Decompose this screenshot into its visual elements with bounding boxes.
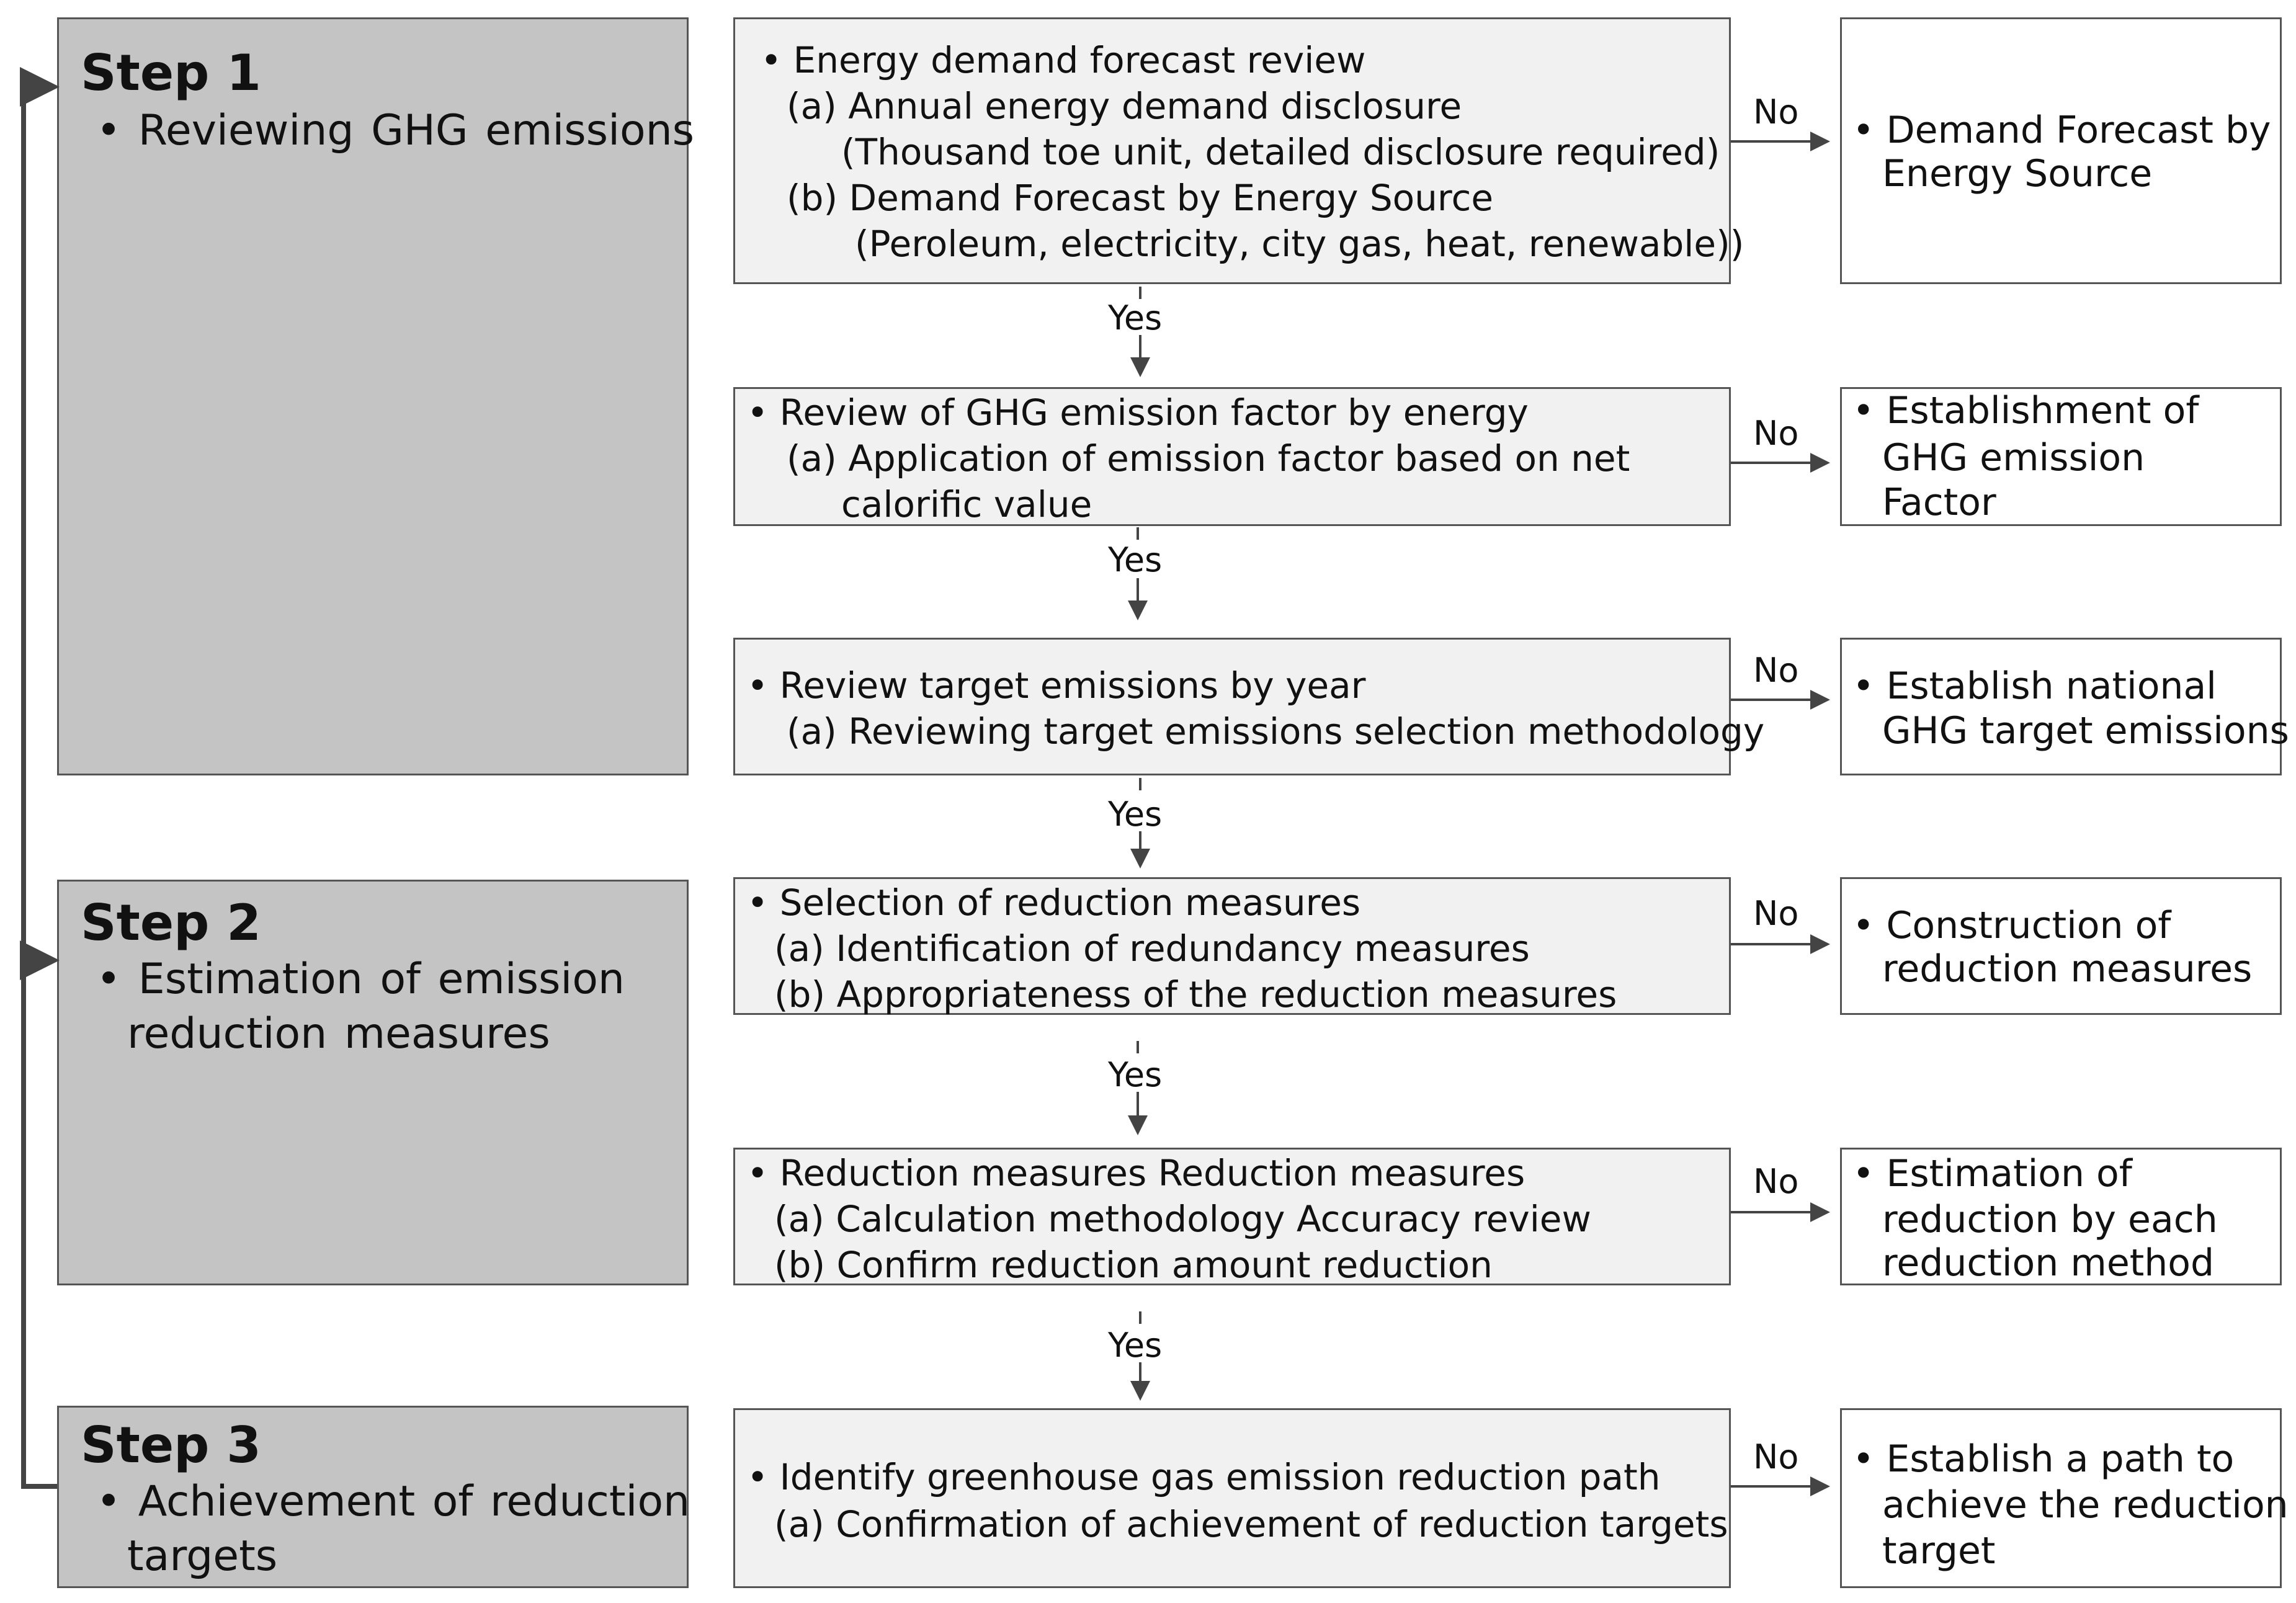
middle-5-line-1: • Reduction measures Reduction measures bbox=[747, 1152, 1525, 1194]
result-2-line-2: GHG emission bbox=[1882, 436, 2145, 480]
step-2-desc-line-1: • Estimation of emission bbox=[96, 955, 625, 1004]
middle-1-line-1: • Energy demand forecast review bbox=[761, 39, 1366, 81]
middle-1-line-2: (a) Annual energy demand disclosure bbox=[787, 85, 1462, 127]
middle-3-line-1: • Review target emissions by year bbox=[747, 664, 1366, 707]
result-4-line-2: reduction measures bbox=[1882, 947, 2253, 991]
middle-6-line-2: (a) Confirmation of achievement of reduction targets bbox=[774, 1503, 1728, 1545]
step-1-desc: • Reviewing GHG emissions bbox=[96, 106, 695, 155]
no-arrows bbox=[1731, 141, 1828, 1486]
result-2-line-1: • Establishment of bbox=[1852, 389, 2199, 432]
result-5-line-2: reduction by each bbox=[1882, 1198, 2218, 1241]
middle-5-line-2: (a) Calculation methodology Accuracy review bbox=[774, 1198, 1591, 1240]
no-label-6: No bbox=[1753, 1437, 1799, 1476]
yes-label-3: Yes bbox=[1108, 795, 1163, 834]
middle-1-line-4: (b) Demand Forecast by Energy Source bbox=[787, 177, 1494, 219]
no-label-4: No bbox=[1753, 894, 1799, 933]
yes-label-4: Yes bbox=[1108, 1055, 1163, 1094]
result-6-line-2: achieve the reduction bbox=[1882, 1483, 2289, 1527]
step-3-title: Step 3 bbox=[81, 1416, 261, 1474]
middle-6-line-1: • Identify greenhouse gas emission reduction path bbox=[747, 1456, 1661, 1498]
result-4-line-1: • Construction of bbox=[1852, 904, 2171, 947]
middle-4-line-1: • Selection of reduction measures bbox=[747, 882, 1361, 924]
no-label-2: No bbox=[1753, 414, 1799, 453]
middle-2-line-2: (a) Application of emission factor based on net bbox=[787, 437, 1630, 480]
yes-label-1: Yes bbox=[1108, 298, 1163, 337]
result-3-line-1: • Establish national bbox=[1852, 664, 2217, 708]
step-2-title: Step 2 bbox=[81, 894, 261, 952]
step-3-desc-line-1: • Achievement of reduction bbox=[96, 1477, 690, 1526]
step-1-title: Step 1 bbox=[81, 44, 261, 102]
no-label-5: No bbox=[1753, 1162, 1799, 1201]
result-3-line-2: GHG target emissions bbox=[1882, 709, 2289, 752]
middle-2-line-3: calorific value bbox=[841, 483, 1092, 525]
middle-5-line-3: (b) Confirm reduction amount reduction bbox=[774, 1244, 1493, 1286]
middle-2-line-1: • Review of GHG emission factor by energy bbox=[747, 391, 1529, 434]
yes-label-5: Yes bbox=[1108, 1326, 1163, 1365]
loop-connector bbox=[24, 87, 57, 1486]
yes-arrows bbox=[1138, 287, 1140, 1398]
result-6-line-1: • Establish a path to bbox=[1852, 1437, 2235, 1481]
middle-1-line-5: (Peroleum, electricity, city gas, heat, renewable)) bbox=[855, 223, 1744, 265]
no-label-1: No bbox=[1753, 92, 1799, 132]
yes-label-2: Yes bbox=[1108, 540, 1163, 579]
result-6-line-3: target bbox=[1882, 1529, 1996, 1573]
result-5-line-1: • Estimation of bbox=[1852, 1152, 2132, 1195]
middle-3-line-2: (a) Reviewing target emissions selection methodology bbox=[787, 710, 1765, 752]
no-label-3: No bbox=[1753, 651, 1799, 690]
result-1-line-1: • Demand Forecast by bbox=[1852, 109, 2271, 152]
middle-4-line-3: (b) Appropriateness of the reduction measures bbox=[774, 973, 1617, 1016]
step-2-desc-line-2: reduction measures bbox=[127, 1009, 550, 1058]
result-1-line-2: Energy Source bbox=[1882, 152, 2153, 195]
result-2-line-3: Factor bbox=[1882, 481, 1996, 524]
result-5-line-3: reduction method bbox=[1882, 1241, 2215, 1285]
step-3-desc-line-2: targets bbox=[127, 1532, 278, 1581]
middle-4-line-2: (a) Identification of redundancy measures bbox=[774, 927, 1530, 970]
middle-1-line-3: (Thousand toe unit, detailed disclosure required) bbox=[841, 131, 1720, 173]
